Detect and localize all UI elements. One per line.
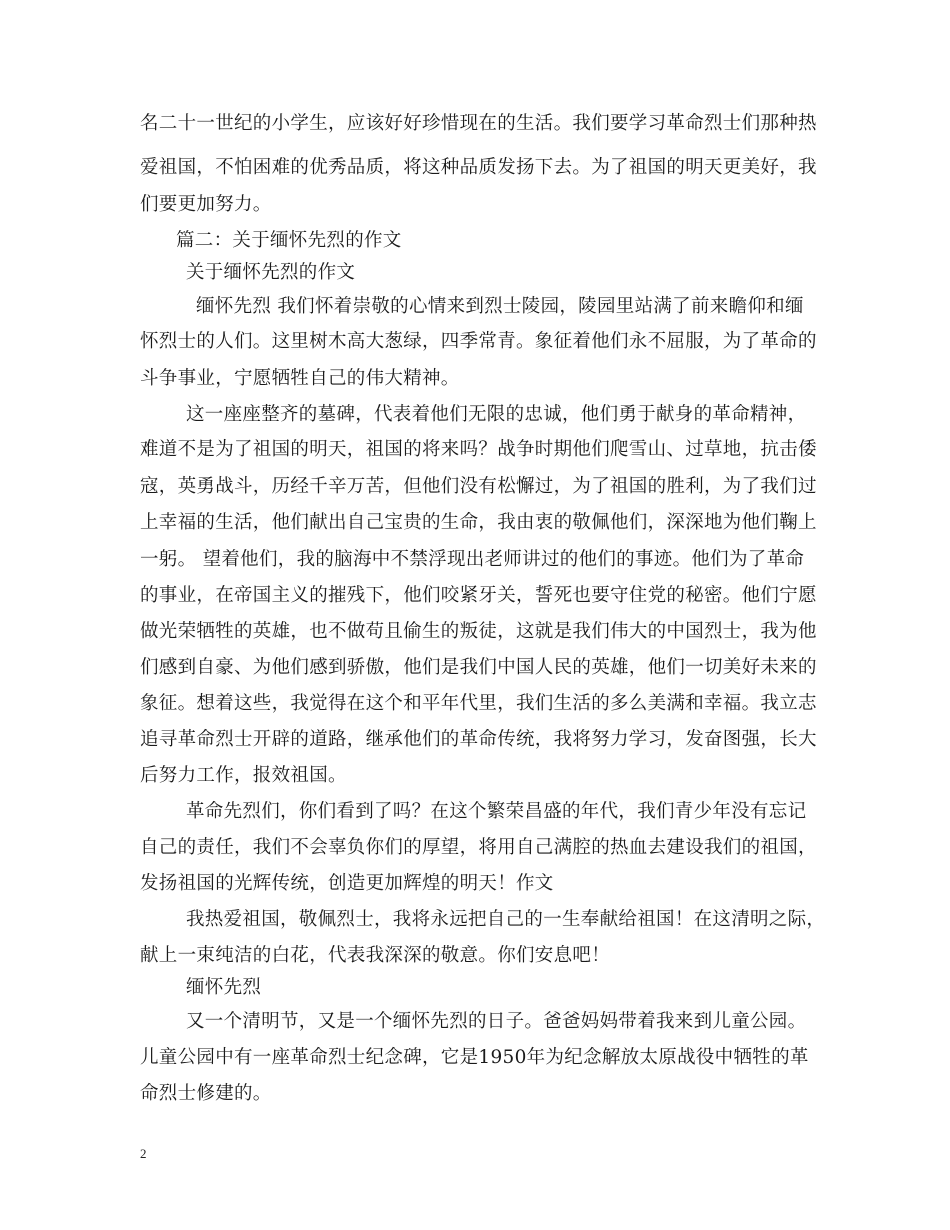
text-line: 献上一束纯洁的白花，代表我深深的敬意。你们安息吧！	[140, 945, 611, 966]
text-line: 上幸福的生活，他们献出自己宝贵的生命，我由衷的敬佩他们，深深地为他们鞠上	[140, 512, 817, 533]
text-line: 象征。想着这些，我觉得在这个和平年代里，我们生活的多么美满和幸福。我立志	[140, 693, 817, 714]
text-line: 缅怀先烈 我们怀着崇敬的心情来到烈士陵园，陵园里站满了前来瞻仰和缅	[196, 296, 804, 317]
subheading: 缅怀先烈	[186, 977, 262, 998]
text-line: 们要更加努力。	[140, 194, 272, 215]
text-line: 我热爱祖国，敬佩烈士，我将永远把自己的一生奉献给祖国！在这清明之际，	[186, 909, 826, 930]
article-title: 关于缅怀先烈的作文	[186, 262, 356, 283]
text-line: 难道不是为了祖国的明天，祖国的将来吗？战争时期他们爬雪山、过草地，抗击倭	[140, 439, 817, 460]
text-line: 儿童公园中有一座革命烈士纪念碑，它是1950年为纪念解放太原战役中牺牲的革	[140, 1047, 809, 1068]
text-line: 爱祖国，不怕困难的优秀品质，将这种品质发扬下去。为了祖国的明天更美好，我	[140, 157, 817, 178]
text-line: 又一个清明节，又是一个缅怀先烈的日子。爸爸妈妈带着我来到儿童公园。	[186, 1011, 807, 1032]
page-number: 2	[140, 1146, 147, 1161]
text-line: 名二十一世纪的小学生，应该好好珍惜现在的生活。我们要学习革命烈士们那种热	[140, 113, 817, 134]
text-line: 发扬祖国的光辉传统，创造更加辉煌的明天！作文	[140, 873, 554, 894]
text-line: 们感到自豪、为他们感到骄傲，他们是我们中国人民的英雄，他们一切美好未来的	[140, 657, 817, 678]
text-line: 怀烈士的人们。这里树木高大葱绿，四季常青。象征着他们永不屈服，为了革命的	[140, 331, 817, 352]
text-line: 做光荣牺牲的英雄，也不做苟且偷生的叛徒，这就是我们伟大的中国烈士，我为他	[140, 621, 817, 642]
text-line: 革命先烈们，你们看到了吗？在这个繁荣昌盛的年代，我们青少年没有忘记	[186, 801, 807, 822]
text-line: 寇，英勇战斗，历经千辛万苦，但他们没有松懈过，为了祖国的胜利，为了我们过	[140, 476, 817, 497]
text-line: 一躬。 望着他们，我的脑海中不禁浮现出老师讲过的他们的事迹。他们为了革命	[140, 549, 805, 570]
text-line: 这一座座整齐的墓碑，代表着他们无限的忠诚，他们勇于献身的革命精神，	[186, 404, 807, 425]
section-heading: 篇二：关于缅怀先烈的作文	[176, 230, 402, 251]
text-line: 自己的责任，我们不会辜负你们的厚望，将用自己满腔的热血去建设我们的祖国，	[140, 837, 817, 858]
text-line: 斗争事业，宁愿牺牲自己的伟大精神。	[140, 368, 460, 389]
text-line: 的事业，在帝国主义的摧残下，他们咬紧牙关，誓死也要守住党的秘密。他们宁愿	[140, 585, 817, 606]
text-line: 命烈士修建的。	[140, 1083, 272, 1104]
text-line: 后努力工作，报效祖国。	[140, 765, 347, 786]
text-line: 追寻革命烈士开辟的道路，继承他们的革命传统，我将努力学习，发奋图强，长大	[140, 729, 817, 750]
